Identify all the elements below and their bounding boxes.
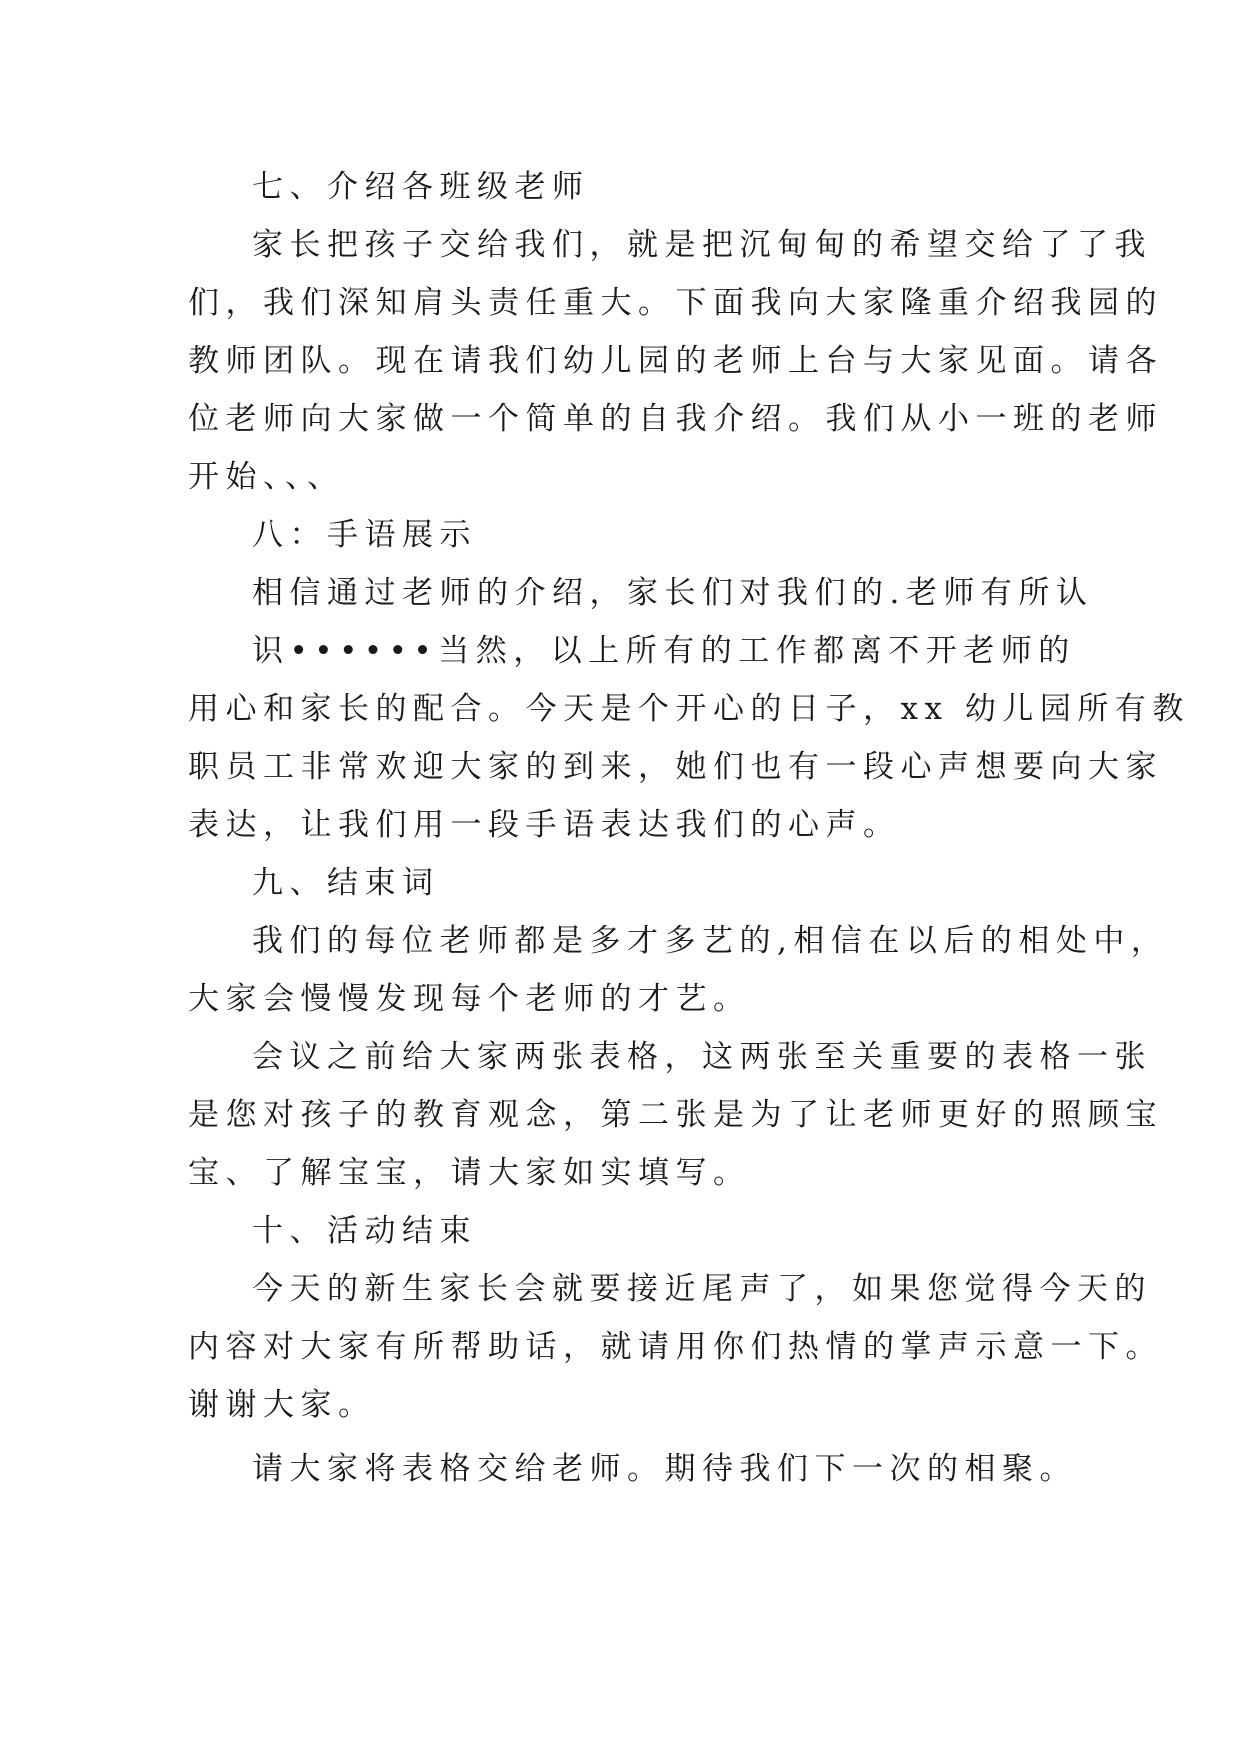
paragraph-line: 大家会慢慢发现每个老师的才艺。 [188, 981, 751, 1017]
paragraph-line: 们，我们深知肩头责任重大。下面我向大家隆重介绍我园的 [188, 285, 1163, 321]
paragraph-line: 谢谢大家。 [188, 1387, 376, 1423]
paragraph-line: 我们的每位老师都是多才多艺的,相信在以后的相处中， [252, 923, 1169, 959]
section-heading: 七、介绍各班级老师 [252, 169, 590, 205]
paragraph-line: 开始、、、 [188, 459, 345, 495]
paragraph-line: 相信通过老师的介绍，家长们对我们的.老师有所认 [252, 575, 1094, 611]
paragraph-line: 职员工非常欢迎大家的到来，她们也有一段心声想要向大家 [188, 749, 1163, 785]
paragraph-line: 位老师向大家做一个简单的自我介绍。我们从小一班的老师 [188, 401, 1163, 437]
paragraph-line: 内容对大家有所帮助话，就请用你们热情的掌声示意一下。 [188, 1329, 1163, 1365]
paragraph-line: 用心和家长的配合。今天是个开心的日子，xx 幼儿园所有教 [188, 691, 1190, 727]
section-heading: 九、结束词 [252, 865, 440, 901]
paragraph-line: 家长把孩子交给我们，就是把沉甸甸的希望交给了了我 [252, 227, 1152, 263]
paragraph-line: 会议之前给大家两张表格，这两张至关重要的表格一张 [252, 1039, 1152, 1075]
paragraph-line: 识••••••当然，以上所有的工作都离不开老师的 [252, 633, 1076, 669]
paragraph-line: 宝、了解宝宝，请大家如实填写。 [188, 1155, 751, 1191]
paragraph-line: 今天的新生家长会就要接近尾声了，如果您觉得今天的 [252, 1271, 1152, 1307]
document-body [188, 158, 1190, 1498]
paragraph-line: 是您对孩子的教育观念，第二张是为了让老师更好的照顾宝 [188, 1097, 1163, 1133]
section-heading: 八：手语展示 [252, 517, 477, 553]
paragraph-line: 表达，让我们用一段手语表达我们的心声。 [188, 807, 901, 843]
paragraph-line: 请大家将表格交给老师。期待我们下一次的相聚。 [252, 1451, 1077, 1487]
section-heading: 十、活动结束 [252, 1213, 477, 1249]
paragraph-line: 教师团队。现在请我们幼儿园的老师上台与大家见面。请各 [188, 343, 1163, 379]
